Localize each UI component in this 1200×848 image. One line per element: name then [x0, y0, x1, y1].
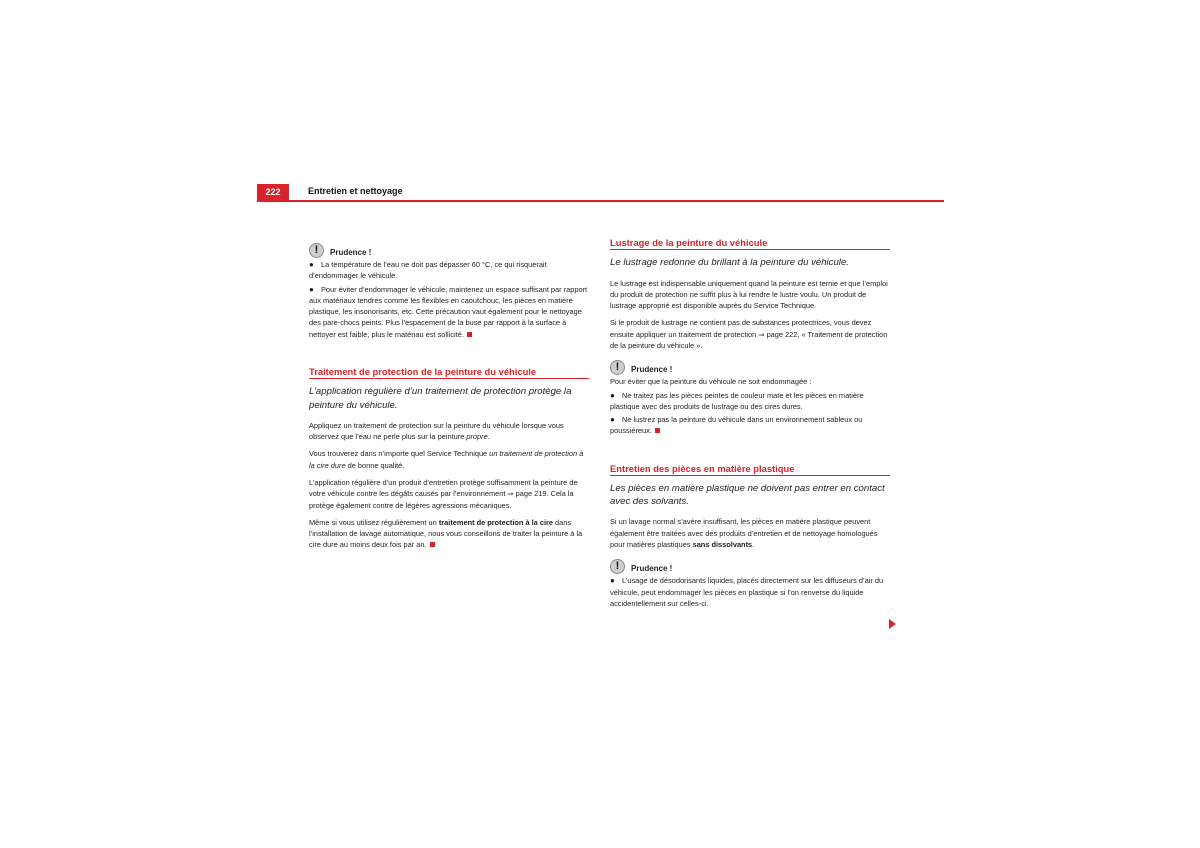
chapter-title: Entretien et nettoyage [308, 186, 403, 196]
warning-icon: ! [610, 559, 625, 574]
section-lead: Les pièces en matière plastique ne doivent pas entrer en contact avec des solvants. [610, 483, 885, 508]
warning-box [610, 556, 890, 609]
paragraph: Même si vous utilisez régulièrement un traitement de protection à la cire dans l’installation de lavage automatique, nous vous conseillons de traiter la peinture à la cire dure au moins deux fois par an. [309, 517, 583, 550]
warning-title: Prudence ! [631, 564, 673, 574]
section-lead: L’application régulière d’un traitement de protection protège la peinture du véhicule. [309, 386, 572, 411]
section-title: Lustrage de la peinture du véhicule [610, 237, 890, 250]
warning-box [610, 357, 890, 436]
paragraph: L’application régulière d’un produit d’entretien protège suffisamment la peinture de votre véhicule contre les dégâts causés par l’environnement ⇒ page 219. Cela la protège également contre de légères agressions mécaniques. [309, 477, 578, 510]
end-of-section-marker [430, 542, 435, 547]
bullet-item: ● Ne traitez pas les pièces peintes de couleur mate et les pièces en matière plastique avec des produits de lustrage ou des cires dures. [610, 390, 864, 411]
warning-icon: ! [309, 243, 324, 258]
warning-intro: Pour éviter que la peinture du véhicule ne soit endommagée : [610, 377, 812, 387]
bullet-item: ● Ne lustrez pas la peinture du véhicule dans un environnement sableux ou poussiéreux. [610, 415, 863, 436]
warning-icon: ! [610, 360, 625, 375]
bullet-item: ● Pour éviter d’endommager le véhicule, maintenez un espace suffisant par rapport aux matériaux tendres comme les flexibles en caoutchouc, les pièces en matière plastique, les insonorisants, etc. Cette précaution vaut également pour le nettoyage des pare-chocs peints. Plus l’espacement de la buse par rapport à la surface à nettoyer est faible, plus le matériau est sollicité. [309, 284, 588, 339]
paragraph: Vous trouverez dans n’importe quel Service Technique un traitement de protection à la cire dure de bonne qualité. [309, 449, 584, 470]
bullet-item: ● L’usage de désodorisants liquides, placés directement sur les diffuseurs d’air du véhicule, peut endommager les pièces en plastique si l’on renverse du liquide accidentellement sur celles-ci. [610, 576, 884, 608]
warning-title: Prudence ! [330, 248, 372, 257]
header-rule [257, 200, 944, 202]
page-number: 222 [257, 184, 289, 200]
paragraph: Si un lavage normal s’avère insuffisant, les pièces en matière plastique peuvent également être traitées avec des produits d’entretien et de nettoyage homologués pour matières plastiques sans dissolvants. [610, 517, 878, 550]
section-lead: Le lustrage redonne du brillant à la peinture du véhicule. [610, 257, 849, 269]
section-title: Traitement de protection de la peinture du véhicule [309, 366, 589, 379]
end-of-section-marker [467, 332, 472, 337]
paragraph: Si le produit de lustrage ne contient pas de substances protectrices, vous devez ensuite appliquer un traitement de protection ⇒ page 222, « Traitement de protection de la peinture du véhicule ». [610, 318, 888, 350]
warning-box [309, 240, 589, 340]
right-column [610, 237, 890, 611]
page-header [257, 184, 944, 202]
continue-arrow-icon [889, 619, 896, 629]
warning-title: Prudence ! [631, 365, 673, 375]
section-title: Entretien des pièces en matière plastique [610, 463, 890, 476]
paragraph: Le lustrage est indispensable uniquement quand la peinture est ternie et que l’emploi du produit de protection ne suffit plus à lui rendre le lustre voulu. Un produit de lustrage approprié est disponible auprès du Service Technique. [610, 278, 888, 311]
left-column [309, 240, 589, 557]
end-of-section-marker [655, 428, 660, 433]
paragraph: Appliquez un traitement de protection sur la peinture du véhicule lorsque vous observez que l’eau ne perle plus sur la peinture propre. [309, 420, 564, 442]
bullet-item: ● La température de l’eau ne doit pas dépasser 60 °C, ce qui risquerait d’endommager le véhicule. [309, 260, 547, 281]
